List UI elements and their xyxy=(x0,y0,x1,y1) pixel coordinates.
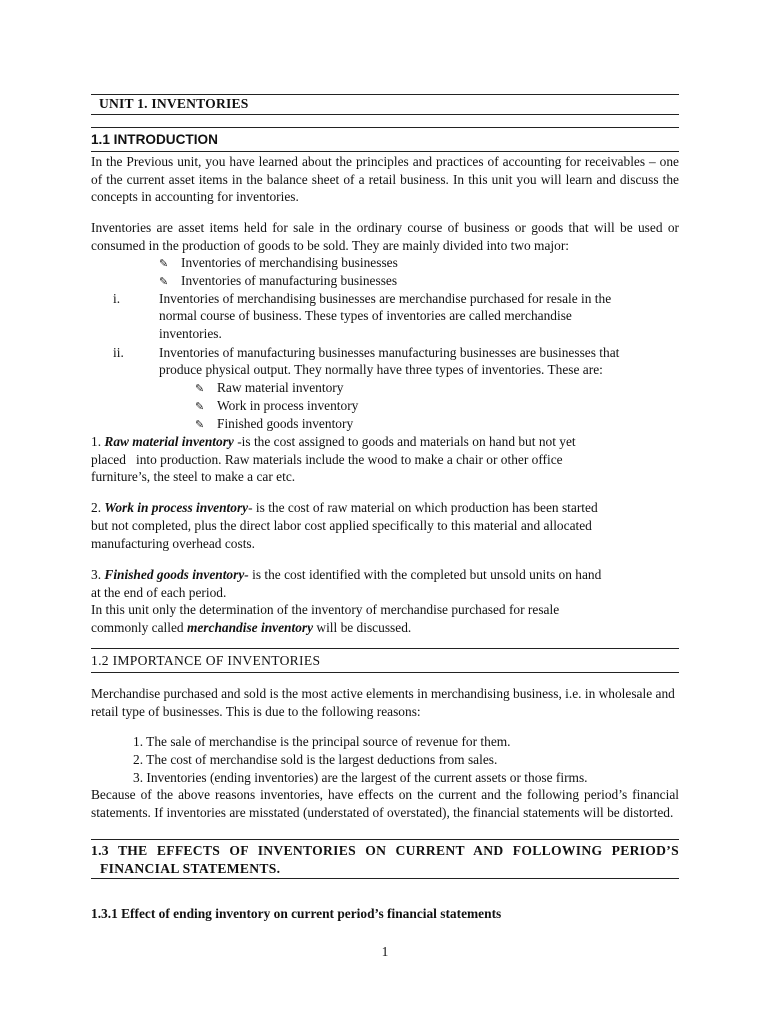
intro-heading: 1.1 INTRODUCTION xyxy=(91,132,218,147)
merchandise-inventory-term: merchandise inventory xyxy=(186,620,314,635)
raw-material-line: furniture’s, the steel to make a car etc. xyxy=(91,469,296,484)
wip-line: manufacturing overhead costs. xyxy=(91,536,255,551)
rule-above-intro xyxy=(91,127,679,128)
raw-material-definition: 1. Raw material inventory -is the cost assigned to goods and materials on hand but not yet xyxy=(91,434,576,449)
list-item: ✎ Finished goods inventory xyxy=(195,415,353,435)
unit-scope-line: In this unit only the determination of the inventory of merchandise purchased for resale xyxy=(91,602,560,617)
unit-title: UNIT 1. INVENTORIES xyxy=(99,96,249,111)
subsection-heading: 1.3.1 Effect of ending inventory on current period’s financial statements xyxy=(91,906,502,921)
list-item: ✎ Work in process inventory xyxy=(195,397,358,417)
reason-item: 2. The cost of merchandise sold is the largest deductions from sales. xyxy=(133,752,498,767)
pencil-bullet-icon: ✎ xyxy=(159,258,169,270)
rule-above-importance xyxy=(91,648,679,649)
rule-under-unit xyxy=(91,114,679,115)
raw-material-term: Raw material inventory xyxy=(104,434,234,449)
importance-heading: 1.2 IMPORTANCE OF INVENTORIES xyxy=(91,653,321,668)
pencil-bullet-icon: ✎ xyxy=(195,419,205,431)
finished-goods-term: Finished goods inventory- xyxy=(104,567,249,582)
wip-line: but not completed, plus the direct labor cost applied specifically to this material and allocated xyxy=(91,518,592,533)
list-item: ✎ Inventories of merchandising businesses xyxy=(159,254,398,274)
rule-under-intro xyxy=(91,151,679,152)
intro-paragraph: In the Previous unit, you have learned about the principles and practices of accounting for receivables – one of the current asset items in the balance sheet of a retail business. In this unit you will learn and discuss the concepts in accounting for inventories. xyxy=(91,154,679,205)
effects-heading-line1: 1.3 THE EFFECTS OF INVENTORIES ON CURRENT AND FOLLOWING PERIOD’S xyxy=(91,843,679,858)
page-number: 1 xyxy=(381,944,389,959)
roman-item-line: produce physical output. They normally have three types of inventories. These are: xyxy=(159,362,603,377)
list-item: ✎ Raw material inventory xyxy=(195,379,343,399)
pencil-bullet-icon: ✎ xyxy=(195,383,205,395)
list-item: ✎ Inventories of manufacturing businesses xyxy=(159,272,397,292)
raw-material-line: placed into production. Raw materials include the wood to make a chair or other office xyxy=(91,452,563,467)
pencil-bullet-icon: ✎ xyxy=(195,401,205,413)
rule-under-effects xyxy=(91,878,679,879)
finished-goods-definition: 3. Finished goods inventory- is the cost identified with the completed but unsold units on hand xyxy=(91,567,602,582)
roman-item-line: Inventories of manufacturing businesses manufacturing businesses are businesses that xyxy=(159,345,620,360)
roman-item-line: inventories. xyxy=(159,326,222,341)
because-paragraph: Because of the above reasons inventories, have effects on the current and the following period’s financial statements. If inventories are misstated (understated of overstated), the financial statements will be distorted. xyxy=(91,787,679,820)
finished-goods-line: at the end of each period. xyxy=(91,585,227,600)
rule-under-importance xyxy=(91,672,679,673)
roman-marker: ii. xyxy=(113,345,124,360)
roman-marker: i. xyxy=(113,291,121,306)
wip-definition: 2. Work in process inventory- is the cost of raw material on which production has been started xyxy=(91,500,598,515)
rule-above-effects xyxy=(91,839,679,840)
pencil-bullet-icon: ✎ xyxy=(159,276,169,288)
effects-heading-line2: FINANCIAL STATEMENTS. xyxy=(100,861,281,876)
definition-paragraph: Inventories are asset items held for sale in the ordinary course of business or goods that will be used or consumed in the production of goods to be sold. They are mainly divided into two major: xyxy=(91,220,679,253)
reason-item: 1. The sale of merchandise is the principal source of revenue for them. xyxy=(133,734,511,749)
roman-item-line: normal course of business. These types of inventories are called merchandise xyxy=(159,308,572,323)
unit-scope-line: commonly called merchandise inventory will be discussed. xyxy=(91,620,412,635)
wip-term: Work in process inventory xyxy=(104,500,249,515)
reason-item: 3. Inventories (ending inventories) are the largest of the current assets or those firms. xyxy=(133,770,588,785)
roman-item-line: Inventories of merchandising businesses are merchandise purchased for resale in the xyxy=(159,291,612,306)
importance-paragraph: Merchandise purchased and sold is the most active elements in merchandising business, i.e. in wholesale and retail type of businesses. This is due to the following reasons: xyxy=(91,686,675,719)
